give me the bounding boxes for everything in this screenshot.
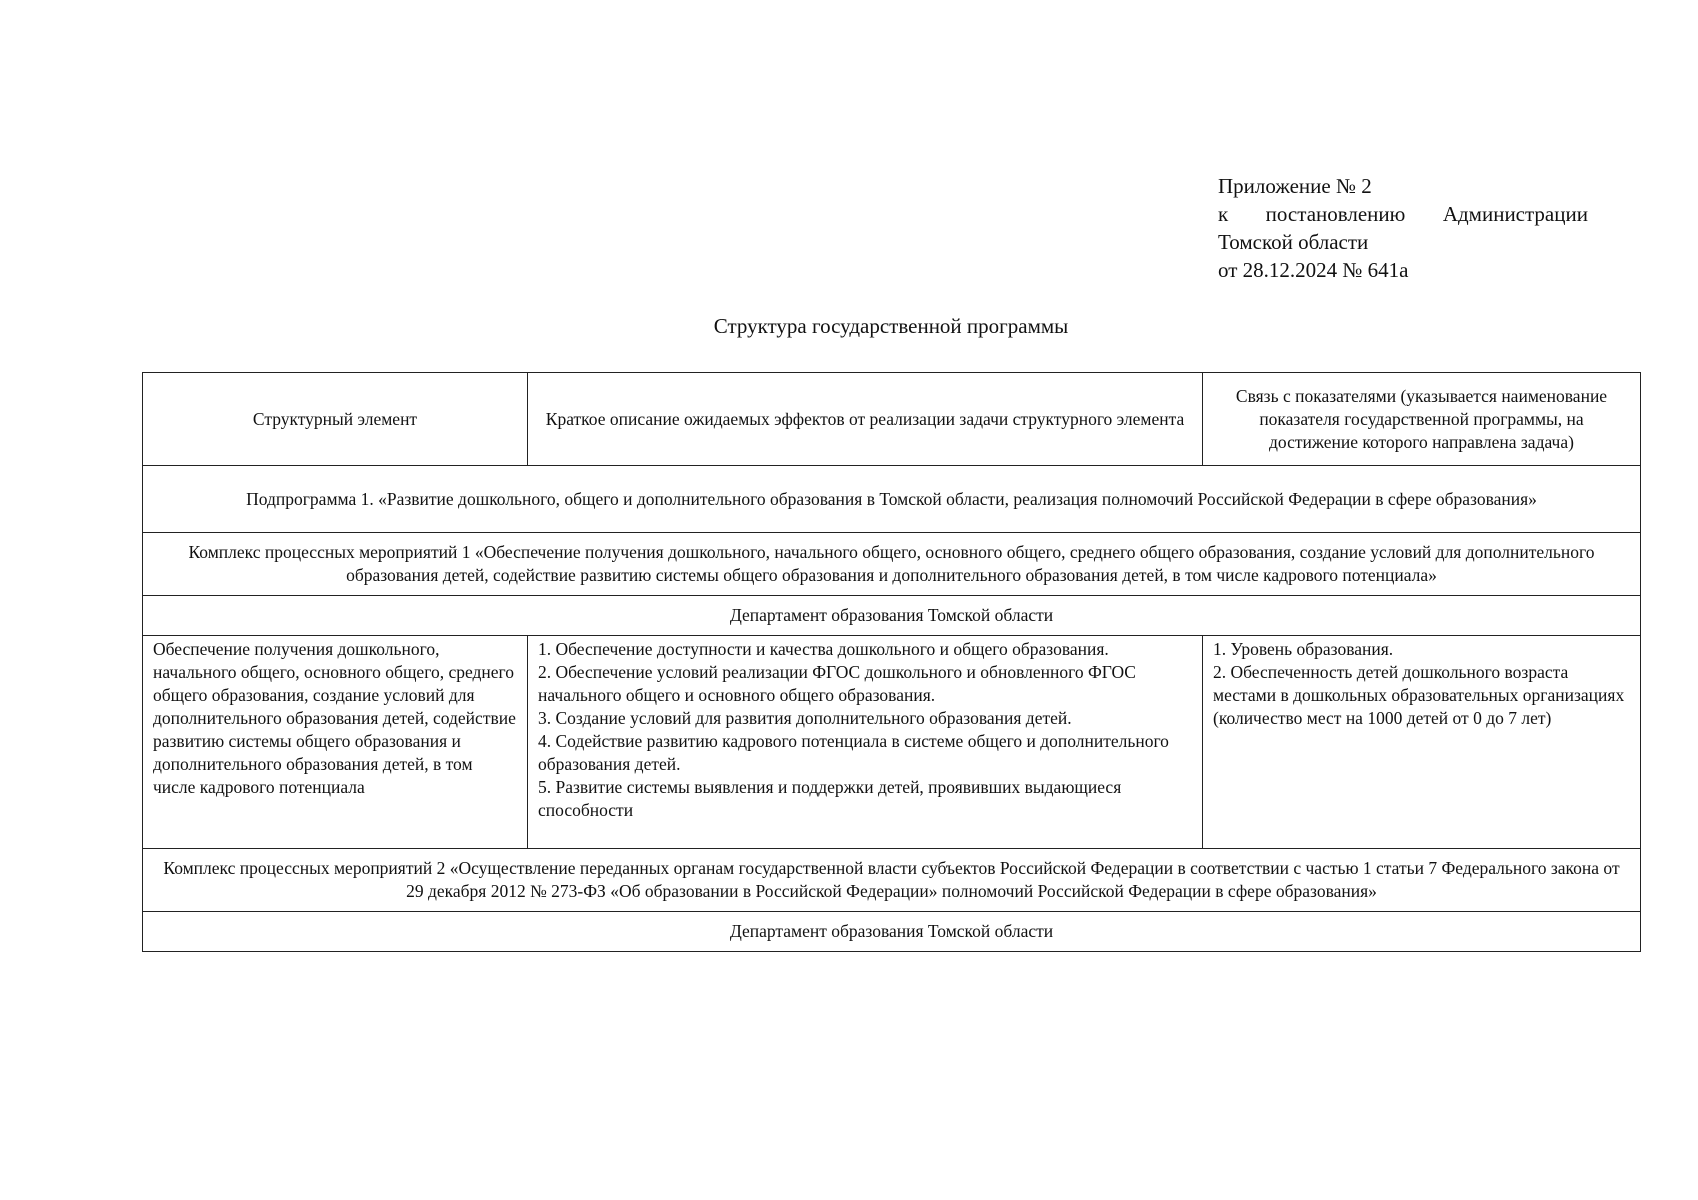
appendix-number: Приложение № 2: [1218, 174, 1372, 198]
task-indicators: [1203, 636, 1641, 849]
effect-item: 2. Обеспечение условий реализации ФГОС дошкольного и обновленного ФГОС начального общего и основного общего образования.: [538, 662, 1136, 705]
document-title: Структура государственной программы: [713, 314, 1069, 338]
department-2-name: Департамент образования Томской области: [143, 912, 1641, 952]
complex-1-title: Комплекс процессных мероприятий 1 «Обеспечение получения дошкольного, начального общего, основного общего, среднего общего образования, создание условий для дополнительного образования детей, содействие развитию системы общего образования и дополнительного образования детей, в том числе кадрового потенциала»: [143, 533, 1641, 596]
header-structural-element: Структурный элемент: [143, 373, 528, 466]
department-2-row: [143, 912, 1641, 952]
indicator-item: 1. Уровень образования.: [1213, 639, 1394, 659]
effect-item: 3. Создание условий для развития дополнительного образования детей.: [538, 708, 1072, 728]
subprogram-title: Подпрограмма 1. «Развитие дошкольного, общего и дополнительного образования в Томской области, реализация полномочий Российской Федерации в сфере образования»: [143, 466, 1641, 533]
effect-item: 1. Обеспечение доступности и качества дошкольного и общего образования.: [538, 639, 1109, 659]
appendix-resolution-word: постановлению: [1265, 202, 1406, 226]
task-structural-element: Обеспечение получения дошкольного, начального общего, основного общего, среднего общего образования, создание условий для дополнительного образования детей, содействие развитию системы общего образования и дополнительного образования детей, в том числе кадрового потенциала: [143, 636, 528, 849]
department-1-name: Департамент образования Томской области: [143, 596, 1641, 636]
appendix-preposition: к: [1218, 202, 1229, 226]
complex-2-row: [143, 849, 1641, 912]
task-row: [143, 636, 1641, 849]
complex-2-title: Комплекс процессных мероприятий 2 «Осуществление переданных органам государственной власти субъектов Российской Федерации в соответствии с частью 1 статьи 7 Федерального закона от 29 декабря 2012 № 273-ФЗ «Об образовании в Российской Федерации» полномочий Российской Федерации в сфере образования»: [143, 849, 1641, 912]
subprogram-row: [143, 466, 1641, 533]
header-indicators-link: Связь с показателями (указывается наименование показателя государственной программы, на достижение которого направлена задача): [1203, 373, 1641, 466]
appendix-date-number: от 28.12.2024 № 641а: [1218, 258, 1409, 282]
appendix-block: [1218, 172, 1598, 284]
appendix-region: Томской области: [1218, 230, 1369, 254]
complex-1-row: [143, 533, 1641, 596]
appendix-resolution-line: [1218, 200, 1588, 228]
appendix-administration-word: Администрации: [1442, 202, 1588, 226]
program-structure-table: [142, 372, 1641, 952]
effect-item: 5. Развитие системы выявления и поддержки детей, проявивших выдающиеся способности: [538, 777, 1122, 820]
indicator-item: 2. Обеспеченность детей дошкольного возраста местами в дошкольных образовательных организациях (количество мест на 1000 детей от 0 до 7 лет): [1213, 662, 1625, 728]
task-effects: [528, 636, 1203, 849]
table-header-row: [143, 373, 1641, 466]
header-effects-description: Краткое описание ожидаемых эффектов от реализации задачи структурного элемента: [528, 373, 1203, 466]
department-1-row: [143, 596, 1641, 636]
effect-item: 4. Содействие развитию кадрового потенциала в системе общего и дополнительного образования детей.: [538, 731, 1169, 774]
